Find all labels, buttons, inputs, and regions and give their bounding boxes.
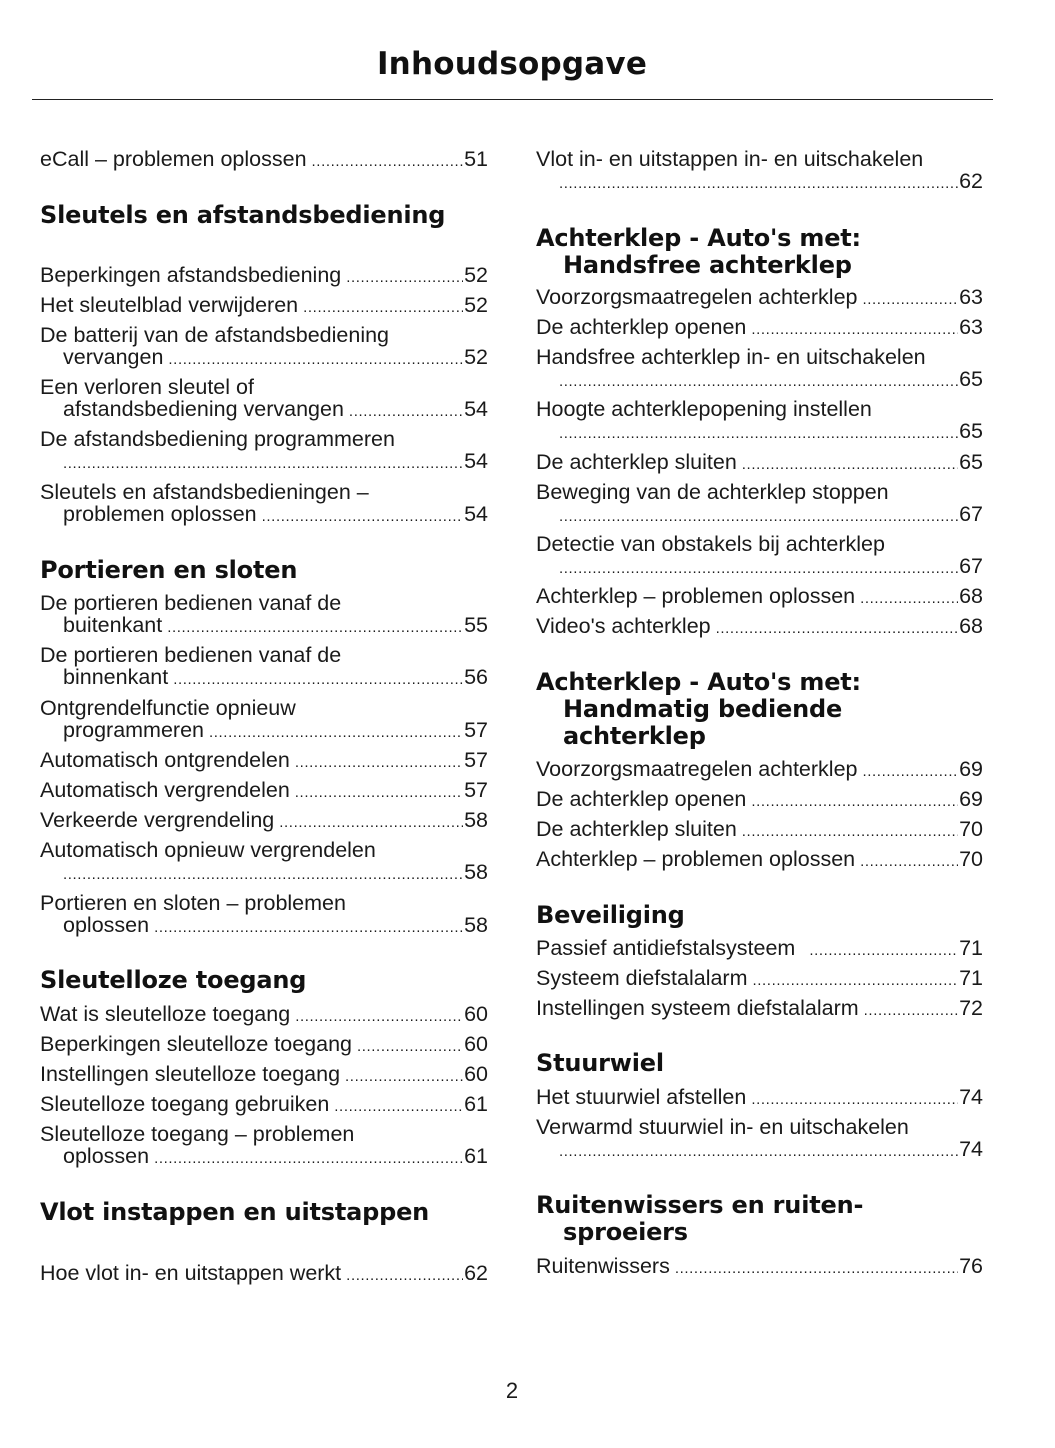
toc-entry-title: Hoe vlot in- en uitstappen werkt [40,1261,342,1285]
toc-entry-title: Sleutels en afstandsbedieningen – [40,480,369,504]
section-heading-text: Handsfree achterklep [563,251,852,279]
dot-leader [346,1265,463,1287]
toc-entry-title: De portieren bedienen vanaf de [40,591,342,615]
toc-entry-program-remote[interactable] [40,428,488,472]
section-heading-text: Vlot instappen en uitstappen [40,1198,430,1226]
toc-page-number: 65 [959,367,983,391]
toc-page-number: 58 [464,808,488,832]
toc-page-number: 71 [959,936,983,960]
section-heading-text: Sleutels en afstandsbediening [40,201,446,229]
dot-leader [63,453,463,475]
toc-entry-alarm-system[interactable] [536,967,983,989]
toc-entry-title: Wat is sleutelloze toegang [40,1002,291,1026]
toc-entry-title: De portieren bedienen vanaf de [40,643,342,667]
toc-entry-title: Automatisch vergrendelen [40,778,290,802]
toc-page-number: 60 [464,1002,488,1026]
toc-page-number: 63 [959,285,983,309]
toc-page-number: 74 [959,1085,983,1109]
toc-entry-title: vervangen [63,345,164,369]
dot-leader [751,319,958,341]
toc-entry-auto-unlock[interactable] [40,749,488,771]
toc-page-number: 65 [959,419,983,443]
toc-entry-tailgate-height[interactable] [536,398,983,442]
dot-leader [809,940,958,962]
toc-entry-alarm-settings[interactable] [536,997,983,1019]
toc-entry-title: Voorzorgsmaatregelen achterklep [536,285,858,309]
dot-leader [63,864,463,886]
toc-entry-replace-lost-key[interactable] [40,376,488,420]
toc-page-number: 52 [464,293,488,317]
toc-page-number: 51 [464,147,488,171]
toc-entry-title: Hoogte achterklepopening instellen [536,397,872,421]
toc-entry-open-tailgate[interactable] [536,316,983,338]
toc-entry-title: Portieren en sloten – problemen [40,891,346,915]
dot-leader [154,1148,463,1170]
section-heading-handsfree-tailgate [536,225,983,279]
dot-leader [295,752,463,774]
toc-entry-remote-limitations[interactable] [40,264,488,286]
section-heading-text: Achterklep - Auto's met: [536,224,861,252]
toc-page-number: 54 [464,502,488,526]
toc-entry-manual-troubleshooting[interactable] [536,848,983,870]
dot-leader [559,371,958,393]
toc-entry-keys-troubleshooting[interactable] [40,481,488,525]
toc-entry-title: Ontgrendelfunctie opnieuw [40,696,296,720]
dot-leader [167,617,463,639]
dot-leader [349,401,463,423]
toc-entry-title: Vlot in- en uitstappen in- en uitschakelen [536,147,924,171]
toc-entry-title: Achterklep – problemen oplossen [536,847,856,871]
toc-entry-title: Passief antidiefstalsysteem [536,936,796,960]
toc-entry-manual-open[interactable] [536,788,983,810]
section-heading-text: Portieren en sloten [40,556,298,584]
dot-leader [312,151,464,173]
toc-page-number: 65 [959,450,983,474]
toc-page-number: 61 [464,1092,488,1116]
toc-entry-keyless-settings[interactable] [40,1063,488,1085]
dot-leader [751,791,958,813]
dot-leader [559,173,958,195]
toc-entry-title: Voorzorgsmaatregelen achterklep [536,757,858,781]
toc-entry-title: eCall – problemen oplossen [40,147,307,171]
toc-entry-title: Sleutelloze toegang – problemen [40,1122,355,1146]
toc-page-number: 60 [464,1032,488,1056]
section-heading-text: achterklep [563,722,706,750]
section-heading-text: Ruitenwissers en ruiten- [536,1191,864,1219]
toc-entry-manual-precautions[interactable] [536,758,983,780]
toc-page-number: 69 [959,787,983,811]
toc-entry-title: oplossen [63,1144,150,1168]
dot-leader [751,1089,958,1111]
toc-entry-doors-outside[interactable] [40,592,488,636]
toc-entry-stop-tailgate[interactable] [536,481,983,525]
dot-leader [742,821,958,843]
toc-page-number: 63 [959,315,983,339]
section-heading-keys-remote [40,202,488,229]
section-heading-keyless-entry [40,967,488,994]
toc-page-number: 57 [464,778,488,802]
toc-entry-title: Verkeerde vergrendeling [40,808,275,832]
dot-leader [742,454,958,476]
page-number: 2 [505,1378,519,1403]
dot-leader [346,267,463,289]
toc-entry-title: Handsfree achterklep in- en uitschakelen [536,345,926,369]
toc-entry-title: De afstandsbediening programmeren [40,427,395,451]
toc-entry-easy-entry-toggle[interactable] [536,148,983,192]
dot-leader [168,349,463,371]
toc-page-number: 54 [464,397,488,421]
toc-page-number: 62 [464,1261,488,1285]
toc-entry-title: De achterklep sluiten [536,817,737,841]
toc-entry-tailgate-precautions[interactable] [536,286,983,308]
toc-entry-title: Beperkingen afstandsbediening [40,263,342,287]
toc-entry-how-easy-entry-works[interactable] [40,1262,488,1284]
toc-page-number: 52 [464,345,488,369]
toc-entry-doors-inside[interactable] [40,644,488,688]
toc-entry-reprogram-unlock[interactable] [40,697,488,741]
section-heading-text: Handmatig bediende [563,695,843,723]
section-heading-steering-wheel [536,1050,983,1077]
dot-leader [716,618,958,640]
toc-entry-title: Beweging van de achterklep stoppen [536,480,889,504]
toc-entry-title: Automatisch ontgrendelen [40,748,290,772]
toc-entry-title: De achterklep sluiten [536,450,737,474]
toc-entry-replace-remote-battery[interactable] [40,324,488,368]
dot-leader [860,588,958,610]
toc-entry-title: buitenkant [63,613,163,637]
toc-entry-title: problemen oplossen [63,502,257,526]
toc-entry-title: Het stuurwiel afstellen [536,1085,747,1109]
toc-entry-title: Video's achterklep [536,614,711,638]
toc-page-number: 68 [959,614,983,638]
toc-entry-title: De batterij van de afstandsbediening [40,323,390,347]
dot-leader [864,1000,958,1022]
toc-page-number: 70 [959,847,983,871]
toc-page-number: 67 [959,554,983,578]
toc-entry-close-tailgate[interactable] [536,451,983,473]
dot-leader [559,423,958,445]
dot-leader [559,1141,958,1163]
section-heading-text: sproeiers [563,1218,688,1246]
toc-entry-wipers[interactable] [536,1255,983,1277]
toc-entry-manual-close[interactable] [536,818,983,840]
toc-entry-title: Ruitenwissers [536,1254,670,1278]
toc-entry-ecall-troubleshooting[interactable] [40,148,488,170]
toc-entry-doors-troubleshooting[interactable] [40,892,488,936]
toc-entry-title: Sleutelloze toegang gebruiken [40,1092,330,1116]
dot-leader [154,917,463,939]
toc-entry-title: afstandsbediening vervangen [63,397,344,421]
toc-page-number: 60 [464,1062,488,1086]
dot-leader [345,1066,463,1088]
toc-entry-tailgate-videos[interactable] [536,615,983,637]
toc-entry-what-is-keyless[interactable] [40,1003,488,1025]
dot-leader [173,669,463,691]
section-heading-manual-tailgate [536,669,983,750]
section-heading-security [536,902,983,929]
toc-page-number: 70 [959,817,983,841]
dot-leader [334,1096,463,1118]
toc-entry-keyless-limitations[interactable] [40,1033,488,1055]
toc-entry-remove-key-blade[interactable] [40,294,488,316]
toc-entry-title: Achterklep – problemen oplossen [536,584,856,608]
dot-leader [209,722,463,744]
section-heading-easy-entry [40,1199,488,1226]
toc-entry-title: Een verloren sleutel of [40,375,254,399]
toc-entry-keyless-troubleshooting[interactable] [40,1123,488,1167]
section-heading-doors-locks [40,557,488,584]
toc-entry-title: binnenkant [63,665,169,689]
toc-entry-adjust-steering[interactable] [536,1086,983,1108]
toc-page-number: 57 [464,748,488,772]
toc-page-number: 67 [959,502,983,526]
toc-entry-title: Instellingen sleutelloze toegang [40,1062,341,1086]
toc-page-number: 72 [959,996,983,1020]
dot-leader [675,1258,958,1280]
toc-entry-auto-relock[interactable] [40,839,488,883]
section-heading-wipers [536,1192,983,1246]
dot-leader [279,812,463,834]
toc-page-number: 58 [464,860,488,884]
section-heading-text: Stuurwiel [536,1049,664,1077]
toc-page-number: 61 [464,1144,488,1168]
dot-leader [295,782,463,804]
toc-entry-mislock[interactable] [40,809,488,831]
toc-page-number: 56 [464,665,488,689]
dot-leader [753,970,959,992]
toc-entry-title: Automatisch opnieuw vergrendelen [40,838,376,862]
toc-page-number: 74 [959,1137,983,1161]
toc-page-number: 69 [959,757,983,781]
section-heading-text: Achterklep - Auto's met: [536,668,861,696]
toc-entry-tailgate-troubleshooting[interactable] [536,585,983,607]
toc-page-number: 76 [959,1254,983,1278]
section-heading-text: Sleutelloze toegang [40,966,307,994]
toc-entry-title: De achterklep openen [536,315,747,339]
toc-page-number: 57 [464,718,488,742]
toc-entry-using-keyless[interactable] [40,1093,488,1115]
section-heading-text: Beveiliging [536,901,685,929]
toc-entry-title: programmeren [63,718,204,742]
toc-entry-title: De achterklep openen [536,787,747,811]
toc-page-number: 55 [464,613,488,637]
toc-entry-title: oplossen [63,913,150,937]
toc-entry-title: Het sleutelblad verwijderen [40,293,299,317]
toc-entry-title: Systeem diefstalalarm [536,966,748,990]
toc-entry-obstacle-detection[interactable] [536,533,983,577]
toc-entry-handsfree-toggle[interactable] [536,346,983,390]
toc-page-number: 52 [464,263,488,287]
toc-entry-passive-antitheft[interactable] [536,937,983,959]
toc-entry-title: Beperkingen sleutelloze toegang [40,1032,352,1056]
toc-page-number: 62 [959,169,983,193]
toc-entry-heated-steering[interactable] [536,1116,983,1160]
dot-leader [860,851,958,873]
dot-leader [295,1006,463,1028]
dot-leader [262,506,463,528]
dot-leader [863,761,959,783]
toc-entry-auto-lock[interactable] [40,779,488,801]
toc-page-number: 54 [464,449,488,473]
dot-leader [559,506,958,528]
dot-leader [559,558,958,580]
dot-leader [357,1036,463,1058]
toc-entry-title: Instellingen systeem diefstalalarm [536,996,859,1020]
dot-leader [863,289,959,311]
page-title: Inhoudsopgave [376,46,648,82]
toc-page-number: 68 [959,584,983,608]
toc-entry-title: Verwarmd stuurwiel in- en uitschakelen [536,1115,909,1139]
toc-page-number: 58 [464,913,488,937]
toc-page-number: 71 [959,966,983,990]
title-divider [32,99,993,100]
dot-leader [303,297,463,319]
toc-entry-title: Detectie van obstakels bij achterklep [536,532,885,556]
